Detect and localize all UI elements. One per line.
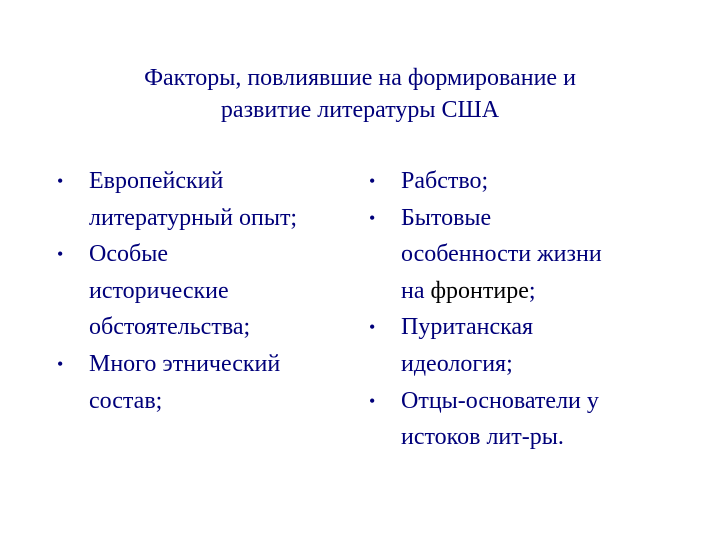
right-bullet-list <box>369 163 669 456</box>
list-item-line: исторические <box>89 277 229 304</box>
bullet-icon: • <box>57 171 64 191</box>
list-item-line: Бытовые <box>401 204 492 231</box>
list-item-line <box>401 273 669 310</box>
list-item <box>57 236 357 346</box>
bullet-icon: • <box>369 207 376 228</box>
list-item-line: Пуританская <box>401 314 534 341</box>
list-item-line: состав; <box>89 387 163 414</box>
line-suffix: ; <box>528 277 536 304</box>
list-item-line: Отцы-основатели у <box>401 387 599 414</box>
slide-title-line-2: развитие литературы США <box>220 97 500 123</box>
list-item <box>369 309 669 382</box>
list-item-line: литературный опыт; <box>89 204 298 231</box>
bullet-icon: • <box>369 390 376 411</box>
list-item <box>369 200 669 310</box>
bullet-icon: • <box>57 353 64 374</box>
list-item-line: Рабство; <box>401 168 489 194</box>
bullet-icon: • <box>369 317 376 338</box>
list-item-line: Европейский <box>89 168 224 194</box>
list-item <box>57 163 357 236</box>
list-item-line: Много этнический <box>89 350 281 377</box>
bullet-icon: • <box>369 171 376 191</box>
left-bullet-list <box>57 163 357 419</box>
list-item-line: Особые <box>89 241 168 268</box>
frontier-term: фронтире <box>430 277 529 304</box>
slide-title <box>60 62 660 126</box>
list-item <box>57 346 357 419</box>
slide-title-line-1: Факторы, повлиявшие на формирование и <box>144 65 576 91</box>
list-item-line: истоков лит-ры. <box>401 424 564 451</box>
bullet-icon: • <box>57 244 64 265</box>
list-item <box>369 163 669 200</box>
list-item-line: особенности жизни <box>401 241 602 268</box>
list-item-line: идеология; <box>401 350 513 377</box>
line-prefix: на <box>401 277 431 304</box>
list-item-line: обстоятельства; <box>89 314 251 341</box>
list-item <box>369 383 669 456</box>
